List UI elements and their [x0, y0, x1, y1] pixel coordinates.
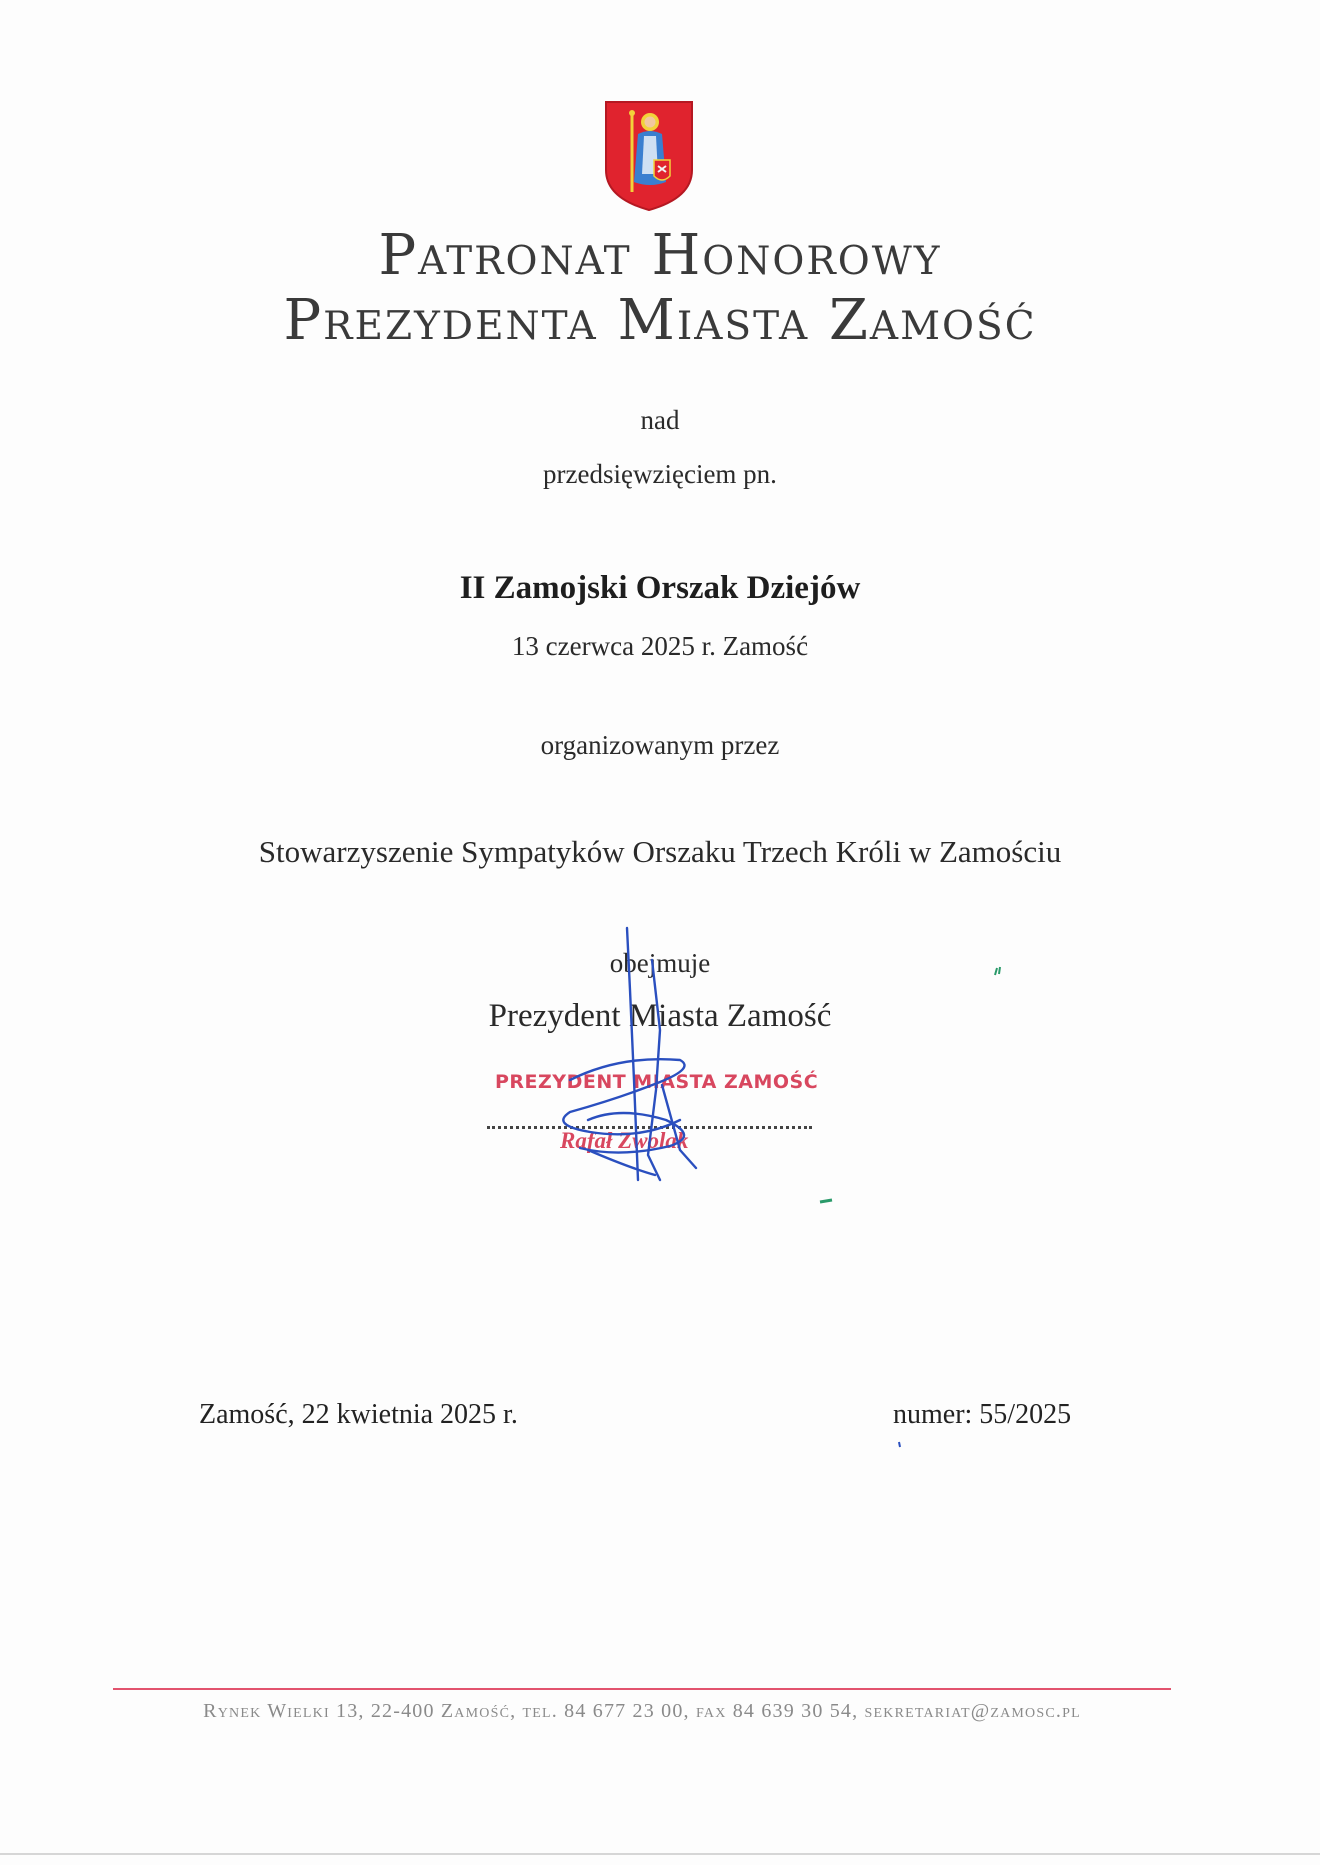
ink-spot: [819, 1198, 833, 1204]
stamp-name: Rafał Zwolak: [560, 1128, 689, 1153]
title-line-1: Patronat Honorowy: [378, 223, 942, 288]
stamp-title: PREZYDENT MIASTA ZAMOŚĆ: [495, 1071, 819, 1093]
organizer-name: Stowarzyszenie Sympatyków Orszaku Trzech Króli w Zamościu: [258, 834, 1062, 869]
title-line-2: Prezydenta Miasta Zamość: [283, 288, 1037, 353]
text-obejmuje: obejmuje: [609, 948, 711, 978]
event-name: II Zamojski Orszak Dziejów: [459, 570, 861, 606]
ink-spot: [897, 1441, 902, 1448]
issue-place-date: Zamość, 22 kwietnia 2025 r.: [199, 1399, 518, 1430]
footer-address: Rynek Wielki 13, 22-400 Zamość, tel. 84 677 23 00, fax 84 639 30 54, sekretariat@zamosc.pl: [203, 1700, 1081, 1722]
text-przedsiewzieciem: przedsięwzięciem pn.: [543, 459, 777, 489]
text-organized-by: organizowanym przez: [540, 730, 780, 760]
patron-title: Prezydent Miasta Zamość: [488, 998, 832, 1034]
document-number: numer: 55/2025: [893, 1399, 1072, 1430]
zamosc-coat-of-arms-icon: [604, 100, 694, 212]
text-nad: nad: [640, 405, 680, 435]
footer-divider: [113, 1688, 1171, 1690]
scan-edge-line: [0, 1853, 1320, 1855]
event-date-place: 13 czerwca 2025 r. Zamość: [511, 631, 809, 661]
ink-spot: [994, 966, 1002, 976]
